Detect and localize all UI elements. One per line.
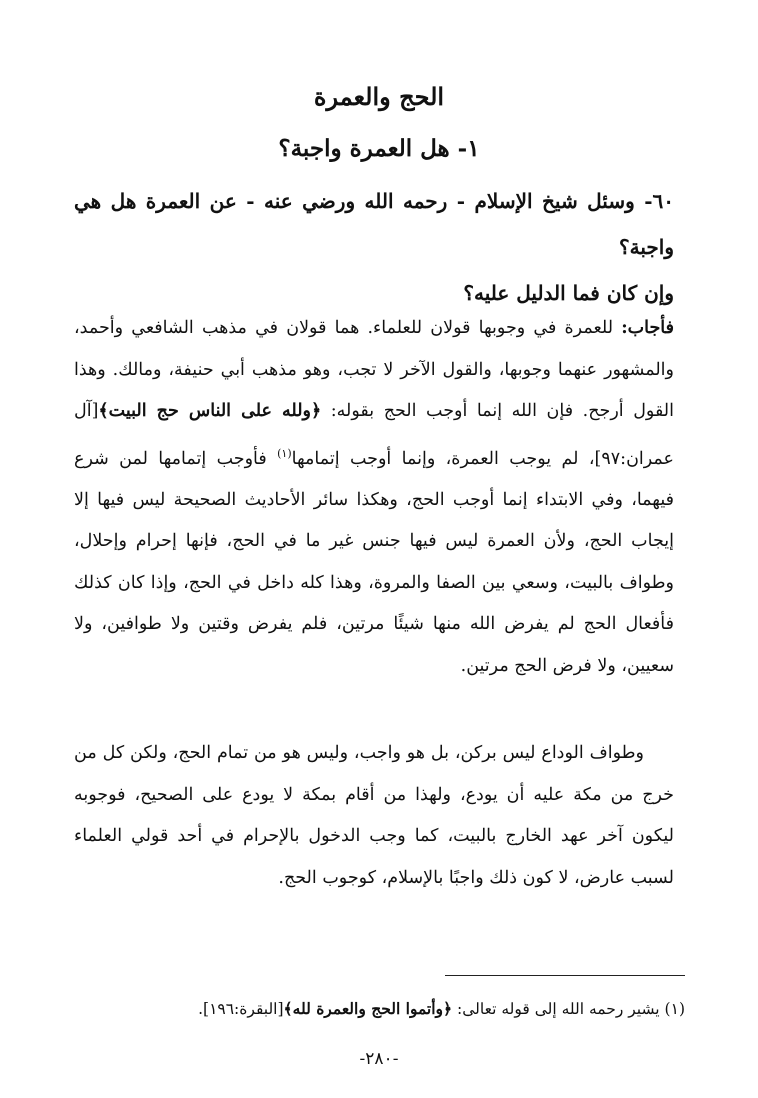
footnote-divider — [445, 975, 685, 976]
footnote-verse: ﴿وأتموا الحج والعمرة لله﴾ — [283, 999, 453, 1018]
page-title: الحج والعمرة — [313, 82, 445, 111]
answer-lead: فأجاب: — [621, 318, 674, 338]
question-line-2: وإن كان فما الدليل عليه؟ — [463, 281, 674, 305]
paragraph2-text: وطواف الوداع ليس بركن، بل هو واجب، وليس هو من تمام الحج، ولكن كل من خرج من مكة عليه أن يودع، ولهذا من أقام بمكة لا يودع على الصحيح، فوجوبه ليكون آخر عهد الخارج بالبيت، كما وجب الدخول بالإحرام في أحد قولي العلماء لسبب عارض، لا كون ذلك واجبًا بالإسلام، كوجوب الحج. — [74, 743, 674, 888]
answer-text-c: فأوجب إتمامها لمن شرع فيهما، وفي الابتداء إنما أوجب الحج، وهكذا سائر الأحاديث الصحيحة ليس فيها إلا إيجاب الحج، ولأن العمرة ليس فيها جنس غير ما في الحج، فإنها إحرام وإحلال، وطواف بالبيت، وسعي بين الصفا والمروة، وهذا كله داخل في الحج، وإذا كان كذلك فأفعال الحج لم يفرض الله منها شيئًا مرتين، فلم يفرض وقتين ولا طوافين، ولا سعيين، ولا فرض الحج مرتين. — [74, 448, 674, 676]
footnote-citation: [البقرة:١٩٦]. — [198, 1000, 284, 1018]
footnote-prefix: (١) يشير رحمه الله إلى قوله تعالى: — [452, 1000, 685, 1018]
farewell-tawaf-paragraph — [74, 733, 674, 899]
quran-verse: ﴿ولله على الناس حج البيت﴾ — [98, 401, 322, 421]
answer-text-b: [آل عمران:٩٧]، لم يوجب العمرة، وإنما أوجب إتمامها — [74, 401, 674, 469]
answer-text-a: للعمرة في وجوبها قولان للعلماء. هما قولان في مذهب الشافعي وأحمد، والمشهور عنهما وجوبها، والقول الآخر لا تجب، وهو مذهب أبي حنيفة، ومالك. وهذا القول أرجح. فإن الله إنما أوجب الحج بقوله: — [74, 318, 674, 421]
answer-paragraph — [74, 308, 674, 687]
page-number: -٢٨٠- — [359, 1049, 399, 1069]
footnote — [65, 995, 685, 1023]
section-heading: ١- هل العمرة واجبة؟ — [278, 135, 480, 162]
question-line-1: ٦٠- وسئل شيخ الإسلام - رحمه الله ورضي عنه - عن العمرة هل هي واجبة؟ — [74, 189, 674, 259]
question-heading — [74, 178, 674, 316]
footnote-reference[interactable]: (١) — [277, 446, 292, 460]
